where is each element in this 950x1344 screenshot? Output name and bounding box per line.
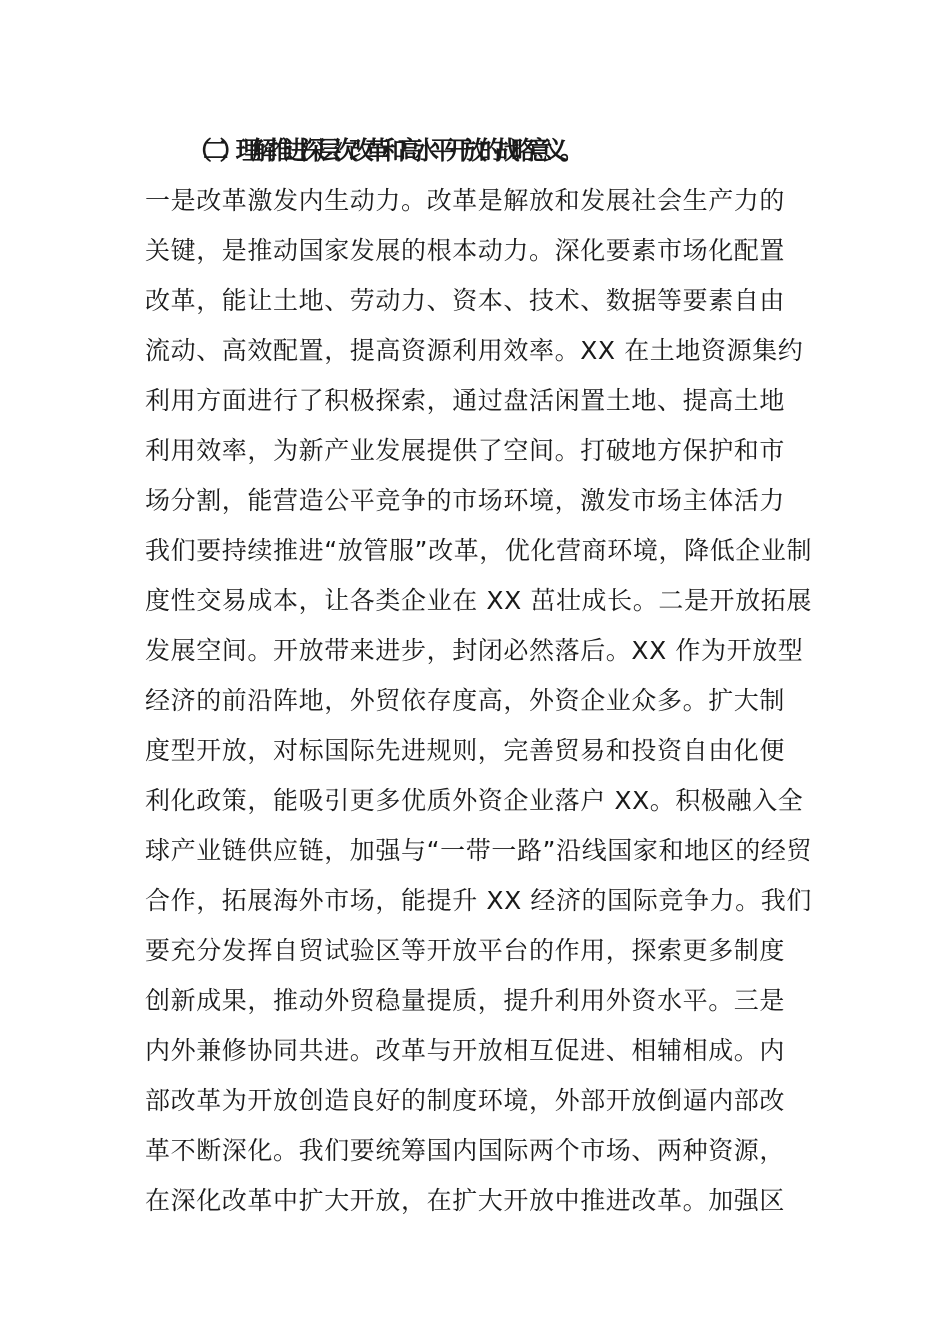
body-line: 要充分发挥自贸试验区等开放平台的作用，探索更多制度 <box>145 936 786 965</box>
body-line: 度型开放，对标国际先进规则，完善贸易和投资自由化便 <box>145 736 786 765</box>
body-line: 革不断深化。我们要统筹国内国际两个市场、两种资源， <box>145 1136 786 1165</box>
body-line: 内外兼修协同共进。改革与开放相互促进、相辅相成。内 <box>145 1036 786 1065</box>
body-line: 经济的前沿阵地，外贸依存度高，外资企业众多。扩大制 <box>145 686 786 715</box>
body-line: 利用效率，为新产业发展提供了空间。打破地方保护和市 <box>145 436 786 465</box>
body-line: 流动、高效配置，提高资源利用效率。XX 在土地资源集约 <box>145 336 804 365</box>
section-heading: （二）理解推进深层次改革和高水平开放的战略意义。 <box>187 136 576 165</box>
body-line: 场分割，能营造公平竞争的市场环境，激发市场主体活力 <box>145 486 786 515</box>
body-line: 关键，是推动国家发展的根本动力。深化要素市场化配置 <box>145 236 786 265</box>
body-line: 部改革为开放创造良好的制度环境，外部开放倒逼内部改 <box>145 1086 786 1115</box>
body-line: 一是改革激发内生动力。改革是解放和发展社会生产力的 <box>145 186 786 215</box>
body-line: 发展空间。开放带来进步，封闭必然落后。XX 作为开放型 <box>145 636 804 665</box>
body-line: 在深化改革中扩大开放，在扩大开放中推进改革。加强区 <box>145 1186 786 1215</box>
body-line: 利用方面进行了积极探索，通过盘活闲置土地、提高土地 <box>145 386 786 415</box>
body-line: 合作，拓展海外市场，能提升 XX 经济的国际竞争力。我们 <box>145 886 812 915</box>
document-body <box>145 126 815 1226</box>
body-line: 球产业链供应链，加强与“一带一路”沿线国家和地区的经贸 <box>145 836 813 865</box>
body-line: 我们要持续推进“放管服”改革，优化营商环境，降低企业制 <box>145 536 813 565</box>
body-line: 创新成果，推动外贸稳量提质，提升利用外资水平。三是 <box>145 986 786 1015</box>
body-line: 改革，能让土地、劳动力、资本、技术、数据等要素自由 <box>145 286 786 315</box>
body-line: 利化政策，能吸引更多优质外资企业落户 XX。积极融入全 <box>145 786 804 815</box>
body-line: 度性交易成本，让各类企业在 XX 茁壮成长。二是开放拓展 <box>145 586 812 615</box>
